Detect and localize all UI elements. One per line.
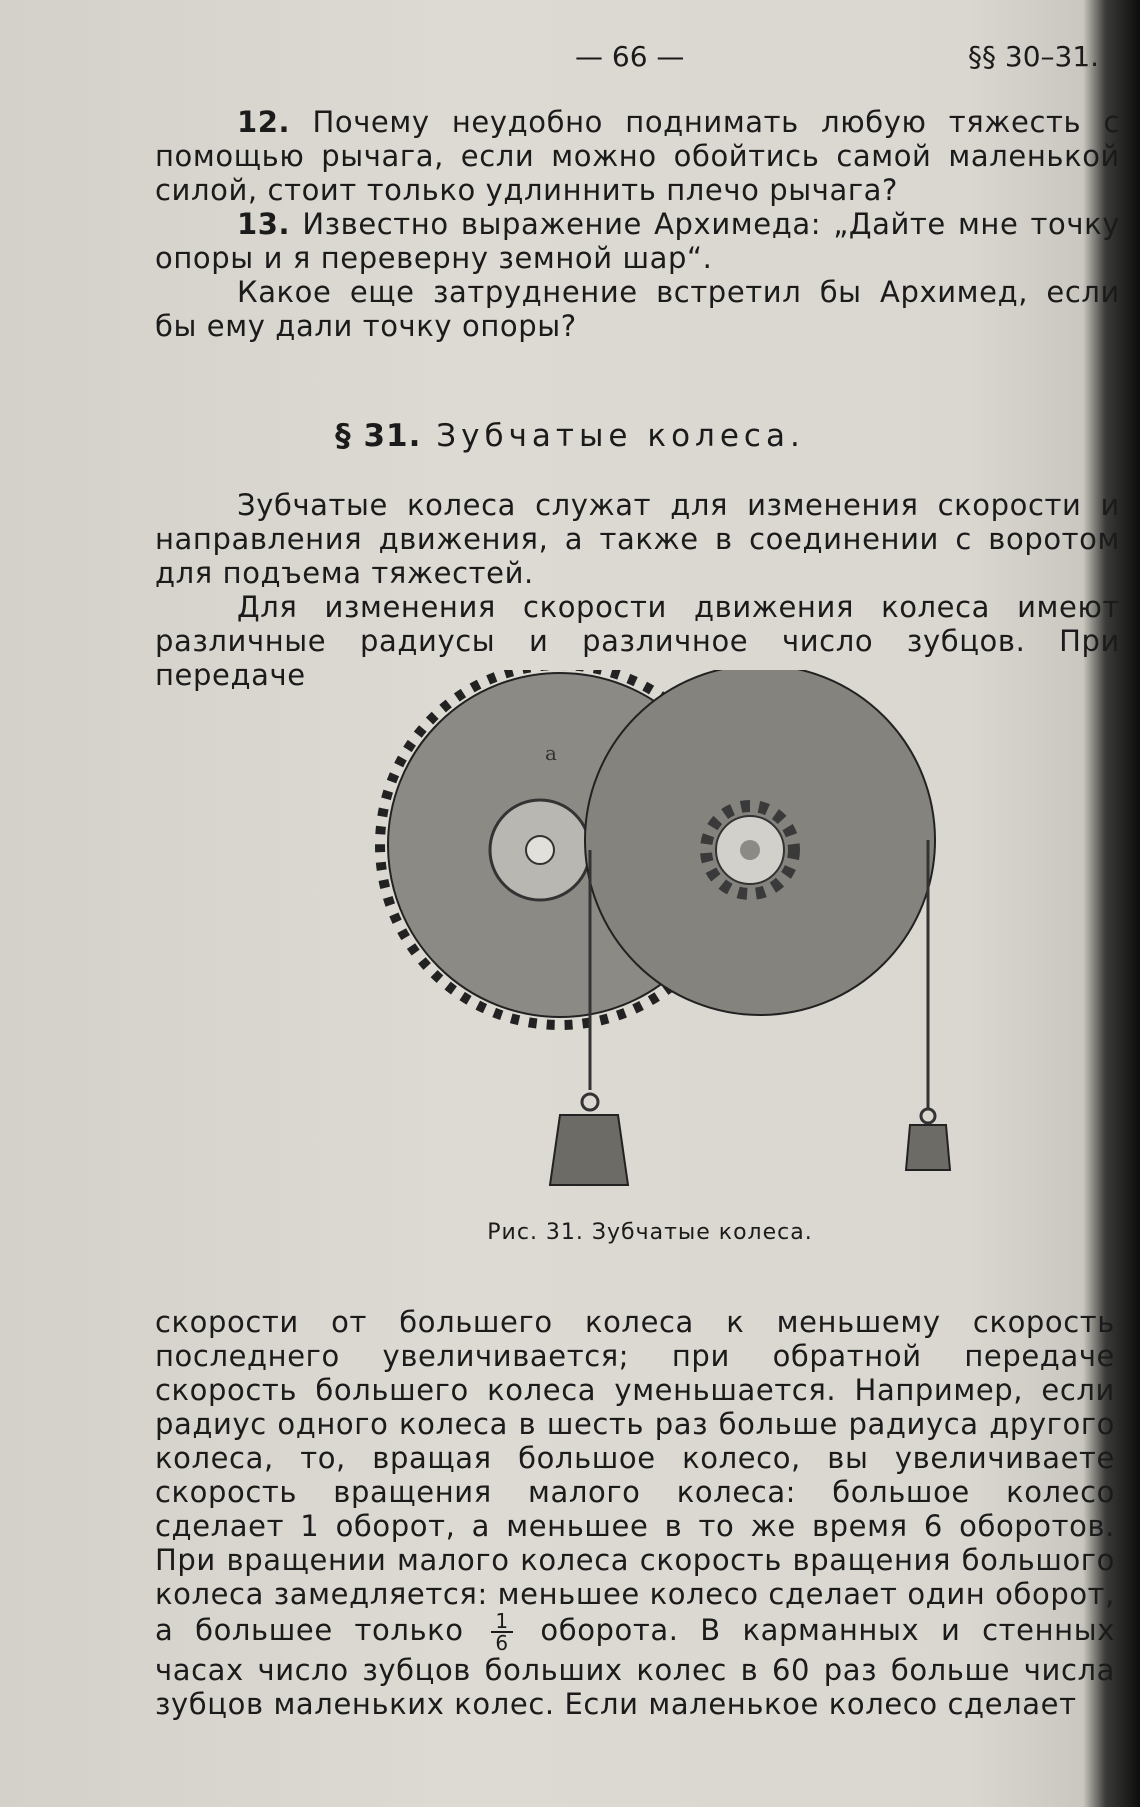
section-sign: § 31. <box>335 418 422 454</box>
question-number: 12. <box>237 105 291 139</box>
question-13-continuation <box>155 275 1120 343</box>
question-12 <box>155 105 1120 207</box>
paragraph: Для изменения скорости движения колеса имеют различные радиусы и различное число зубцов. При передаче <box>155 590 1120 692</box>
body-text-after-figure <box>155 1305 1115 1721</box>
running-section-range: §§ 30–31. <box>968 40 1100 73</box>
question-text: Какое еще затруднение встретил бы Архимед, если бы ему дали точку опоры? <box>155 275 1120 343</box>
fraction-denominator: 6 <box>495 1631 509 1655</box>
figure-caption: Рис. 31. Зубчатые колеса. <box>487 1220 813 1245</box>
question-13 <box>155 207 1120 275</box>
gear-wheels-illustration <box>360 670 960 1210</box>
large-gear-axle <box>526 836 554 864</box>
section-heading <box>0 418 1140 454</box>
paragraph-text-part2: оборота. В карманных и стенных часах число зубцов больших колес в 60 раз больше числа зубцов маленьких колес. Если маленькое колесо сделает <box>155 1613 1115 1721</box>
question-text: Известно выражение Архимеда: „Дайте мне точку опоры и я переверну земной шар“. <box>155 207 1120 275</box>
section-title: Зубчатые колеса. <box>436 418 805 454</box>
small-weight-hook <box>921 1109 935 1123</box>
body-text-before-figure <box>155 488 1120 692</box>
small-pinion-axle <box>740 840 760 860</box>
paragraph <box>155 1305 1115 1721</box>
page-number: — 66 — <box>575 40 685 73</box>
gear-label-a: a <box>545 741 557 765</box>
questions-block <box>155 105 1120 343</box>
paragraph-text-part1: скорости от большего колеса к меньшему скорость последнего увеличивается; при обратной передаче скорость большего колеса уменьшается. Например, если радиус одного колеса в шесть раз больше радиуса другого колеса, то, вращая большое колесо, вы увеличиваете скорость вращения малого колеса: большое колесо сделает 1 оборот, а меньшее в то же время 6 оборотов. При вращении малого колеса скорость вращения большого колеса замедляется: меньшее колесо сделает один оборот, а большее только <box>155 1305 1115 1647</box>
small-weight <box>906 1125 950 1170</box>
fraction-one-sixth <box>491 1611 512 1653</box>
question-number: 13. <box>237 207 291 241</box>
fraction-numerator: 1 <box>491 1611 512 1633</box>
large-weight <box>550 1115 628 1185</box>
question-text: Почему неудобно поднимать любую тяжесть с помощью рычага, если можно обойтись самой маленькой силой, стоит только удлиннить плечо рычага? <box>155 105 1120 207</box>
paragraph: Зубчатые колеса служат для изменения скорости и направления движения, а также в соединении с воротом для подъема тяжестей. <box>155 488 1120 590</box>
large-weight-hook <box>582 1094 598 1110</box>
